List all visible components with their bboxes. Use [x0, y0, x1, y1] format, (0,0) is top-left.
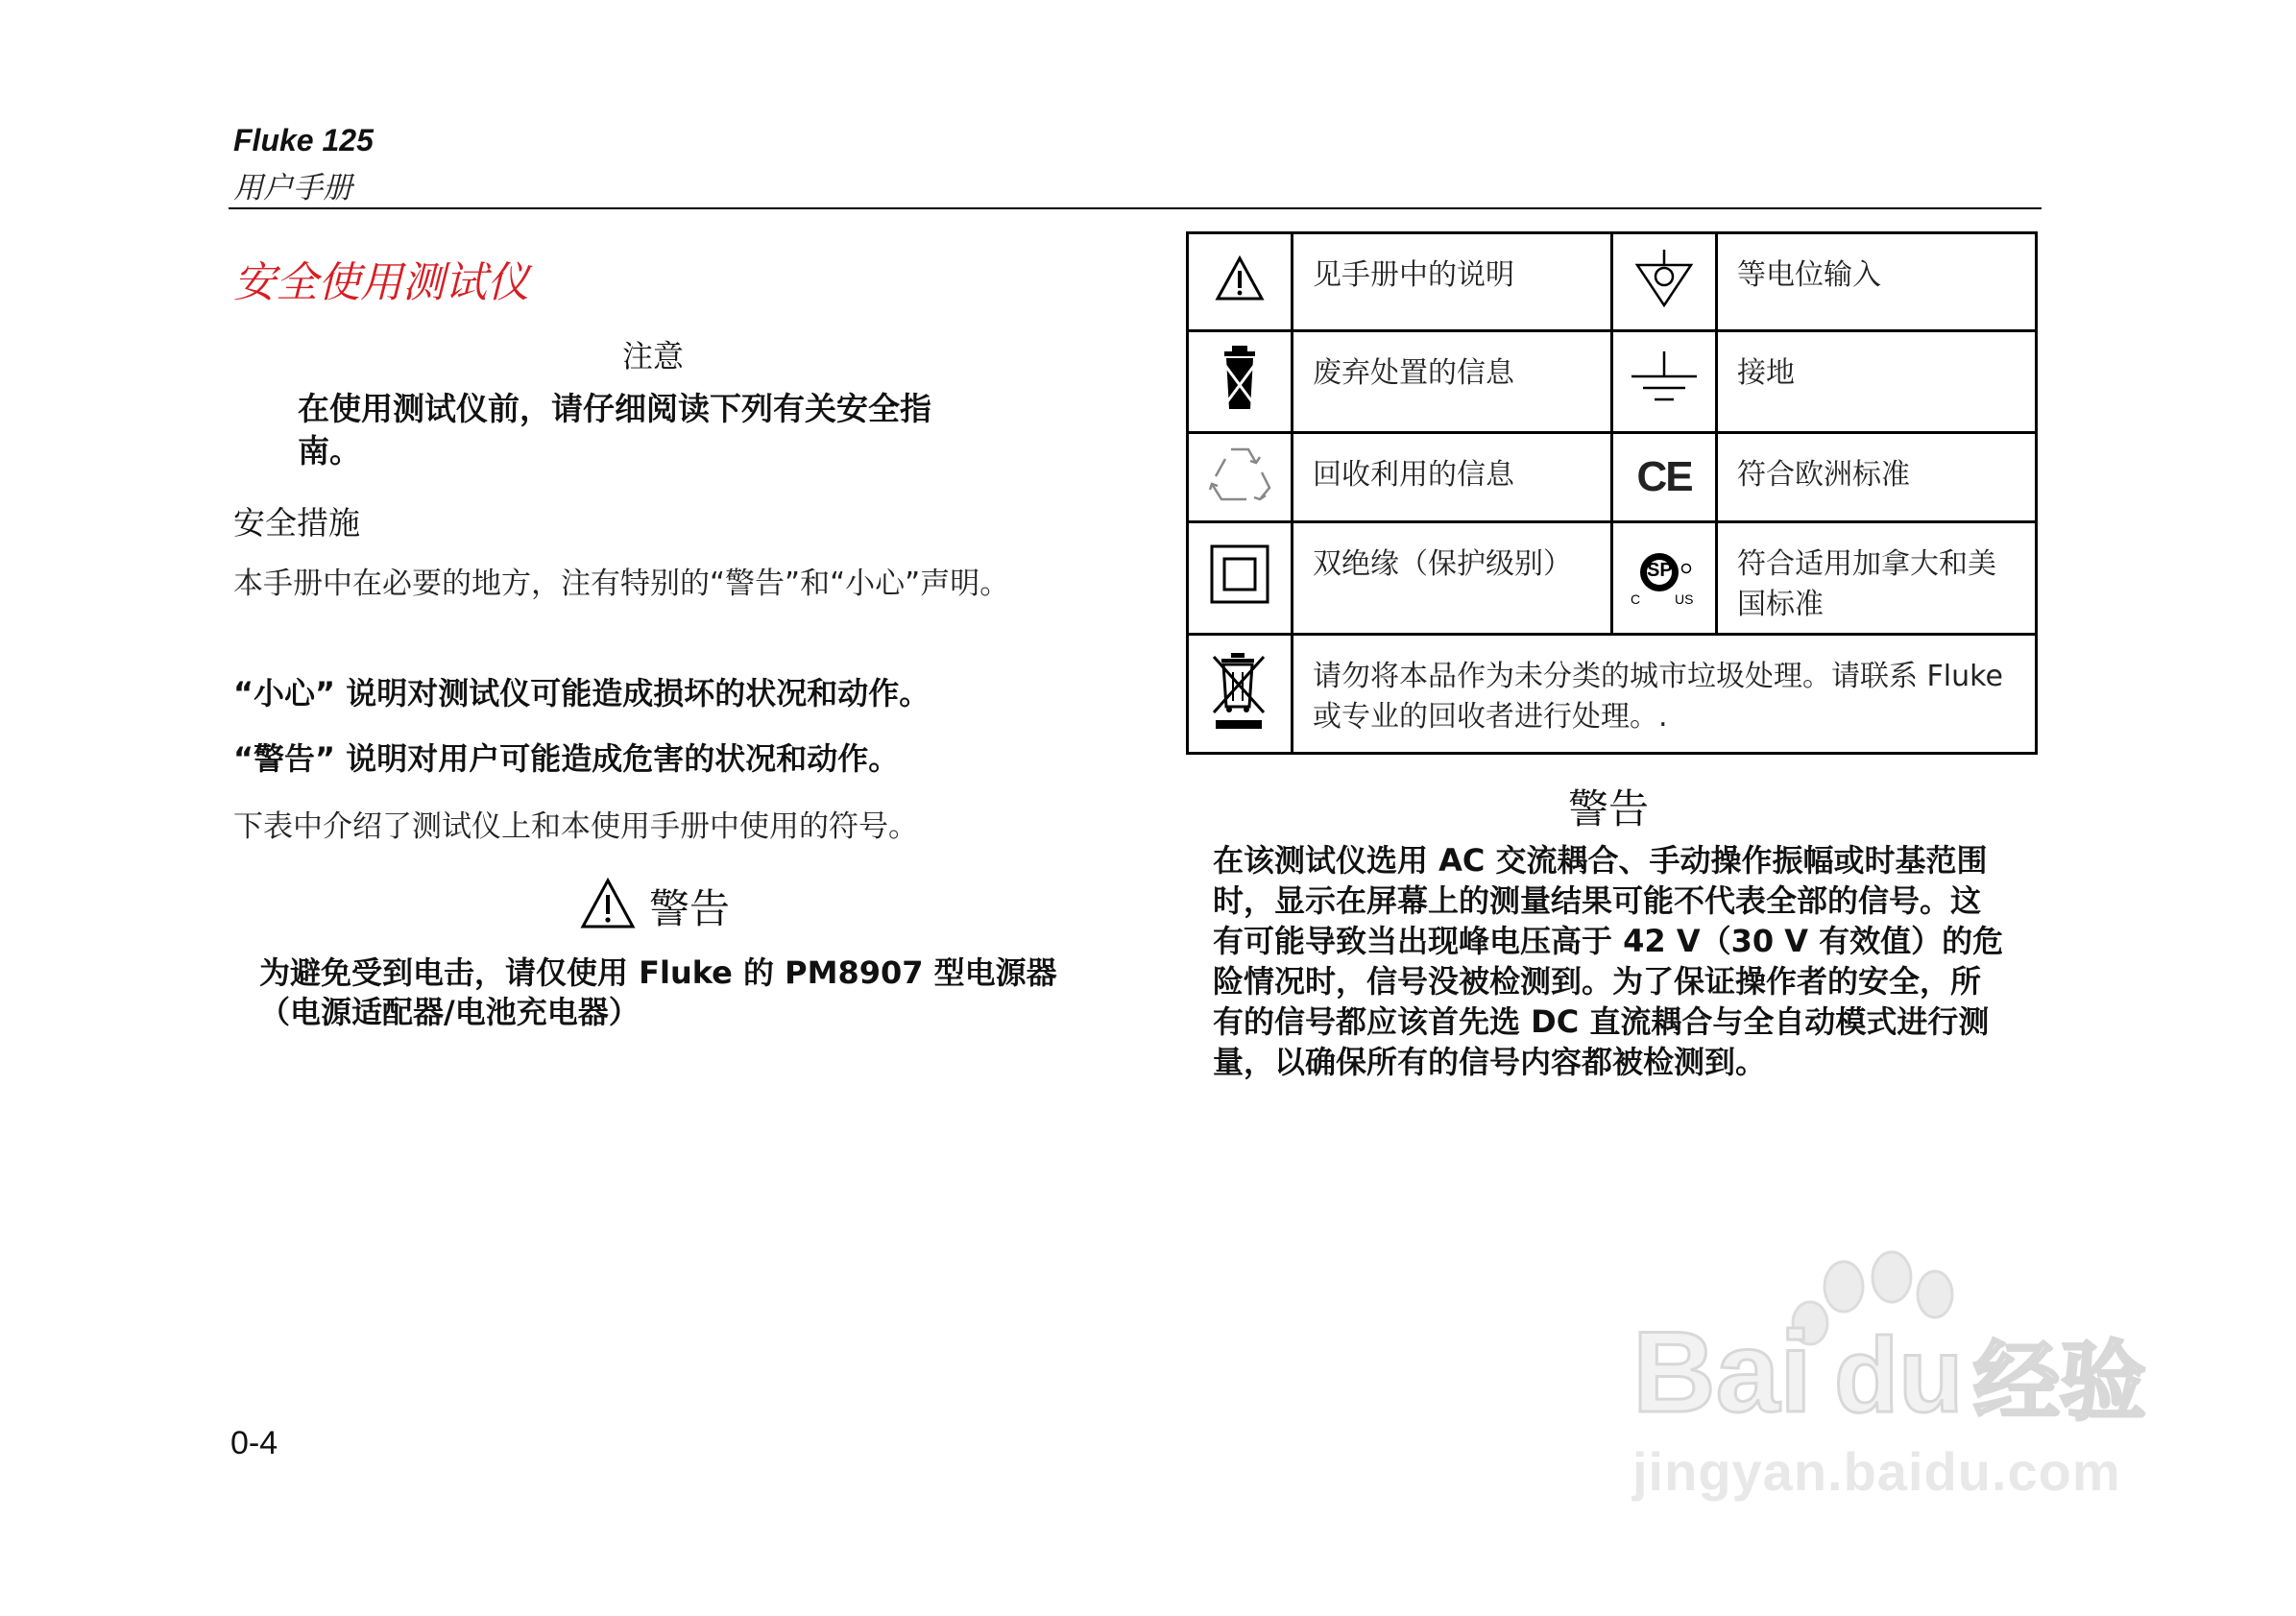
- csa-letters: SP: [1647, 560, 1673, 581]
- symbol-cell: [1612, 331, 1717, 433]
- csa-us-label: US: [1675, 591, 1694, 607]
- note-heading: 注意: [622, 338, 685, 374]
- ce-mark-icon: CE: [1636, 453, 1692, 500]
- recycle-icon: [1208, 444, 1271, 503]
- symbol-cell: [1188, 233, 1293, 331]
- page-number: 0-4: [230, 1425, 278, 1461]
- symbol-cell: [1612, 433, 1717, 522]
- symbol-description: 符合欧洲标准: [1717, 433, 2037, 522]
- warning-2-text: 在该测试仪选用 AC 交流耦合、手动操作振幅或时基范围时，显示在屏幕上的测量结果可能不代表全部的信号。这有可能导致当出现峰电压高于 42 V（30 V 有效值）的危险情况时，信号没被检测到。为了保证操作者的安全，所有的信号都应该首先选 DC 直流耦合与全自动模式进行测量，以确保所有的信号内容都被检测到。: [1213, 842, 2004, 1080]
- weee-description: 请勿将本品作为未分类的城市垃圾处理。请联系 Fluke 或专业的回收者进行处理。.: [1293, 635, 2037, 754]
- symbol-cell: [1188, 331, 1293, 433]
- symbol-description: 废弃处置的信息: [1293, 331, 1612, 433]
- paragraph-symbols: 下表中介绍了测试仪上和本使用手册中使用的符号。: [233, 809, 918, 844]
- warning-2-heading: 警告: [1568, 785, 1650, 832]
- csa-c-label: C: [1631, 591, 1641, 607]
- table-row: [1188, 433, 2037, 522]
- table-row: [1188, 331, 2037, 433]
- table-row: [1188, 522, 2037, 635]
- warning-1-heading: 警告: [649, 885, 731, 932]
- baidu-watermark-logo: [1623, 1248, 2161, 1473]
- section-title: 安全使用测试仪: [233, 258, 529, 307]
- table-row: [1188, 635, 2037, 754]
- symbol-description: 见手册中的说明: [1293, 233, 1612, 331]
- csa-mark-icon: [1631, 547, 1698, 609]
- symbols-table: [1186, 231, 2038, 755]
- symbol-cell: [1188, 433, 1293, 522]
- equipotential-icon: [1633, 248, 1695, 309]
- manual-title: Fluke 125: [233, 123, 374, 157]
- header-divider: [229, 207, 2042, 209]
- table-row: [1188, 233, 2037, 331]
- svg-text:du: du: [1834, 1316, 1964, 1435]
- warning-triangle-icon: [580, 878, 636, 929]
- disposal-bin-icon: [1219, 342, 1261, 415]
- warning-triangle-icon: [1215, 255, 1265, 301]
- symbol-cell: [1188, 522, 1293, 635]
- symbol-description: 接地: [1717, 331, 2037, 433]
- paragraph-intro: 本手册中在必要的地方，注有特别的“警告”和“小心”声明。: [233, 567, 1010, 601]
- double-insulation-icon: [1209, 543, 1270, 605]
- note-text: 在使用测试仪前，请仔细阅读下列有关安全指南。: [298, 390, 931, 470]
- watermark-url: jingyan.baidu.com: [1632, 1441, 2121, 1502]
- symbol-cell: [1612, 233, 1717, 331]
- paragraph-warning: “警告” 说明对用户可能造成危害的状况和动作。: [233, 740, 900, 777]
- manual-subtitle: 用户手册: [233, 171, 352, 205]
- paragraph-caution: “小心” 说明对测试仪可能造成损坏的状况和动作。: [233, 675, 930, 712]
- svg-text:Bai: Bai: [1632, 1308, 1812, 1436]
- measures-heading: 安全措施: [233, 504, 360, 542]
- symbol-description: 回收利用的信息: [1293, 433, 1612, 522]
- ground-icon: [1628, 350, 1701, 407]
- svg-text:经验: 经验: [1973, 1332, 2146, 1433]
- symbol-description: 符合适用加拿大和美国标准: [1717, 522, 2037, 635]
- symbol-cell: [1188, 635, 1293, 754]
- symbol-description: 双绝缘（保护级别）: [1293, 522, 1612, 635]
- symbol-cell: [1612, 522, 1717, 635]
- symbol-description: 等电位输入: [1717, 233, 2037, 331]
- weee-crossed-bin-icon: [1210, 649, 1269, 732]
- warning-1-text: 为避免受到电击，请仅使用 Fluke 的 PM8907 型电源器（电源适配器/电池充电器）: [259, 954, 1057, 1030]
